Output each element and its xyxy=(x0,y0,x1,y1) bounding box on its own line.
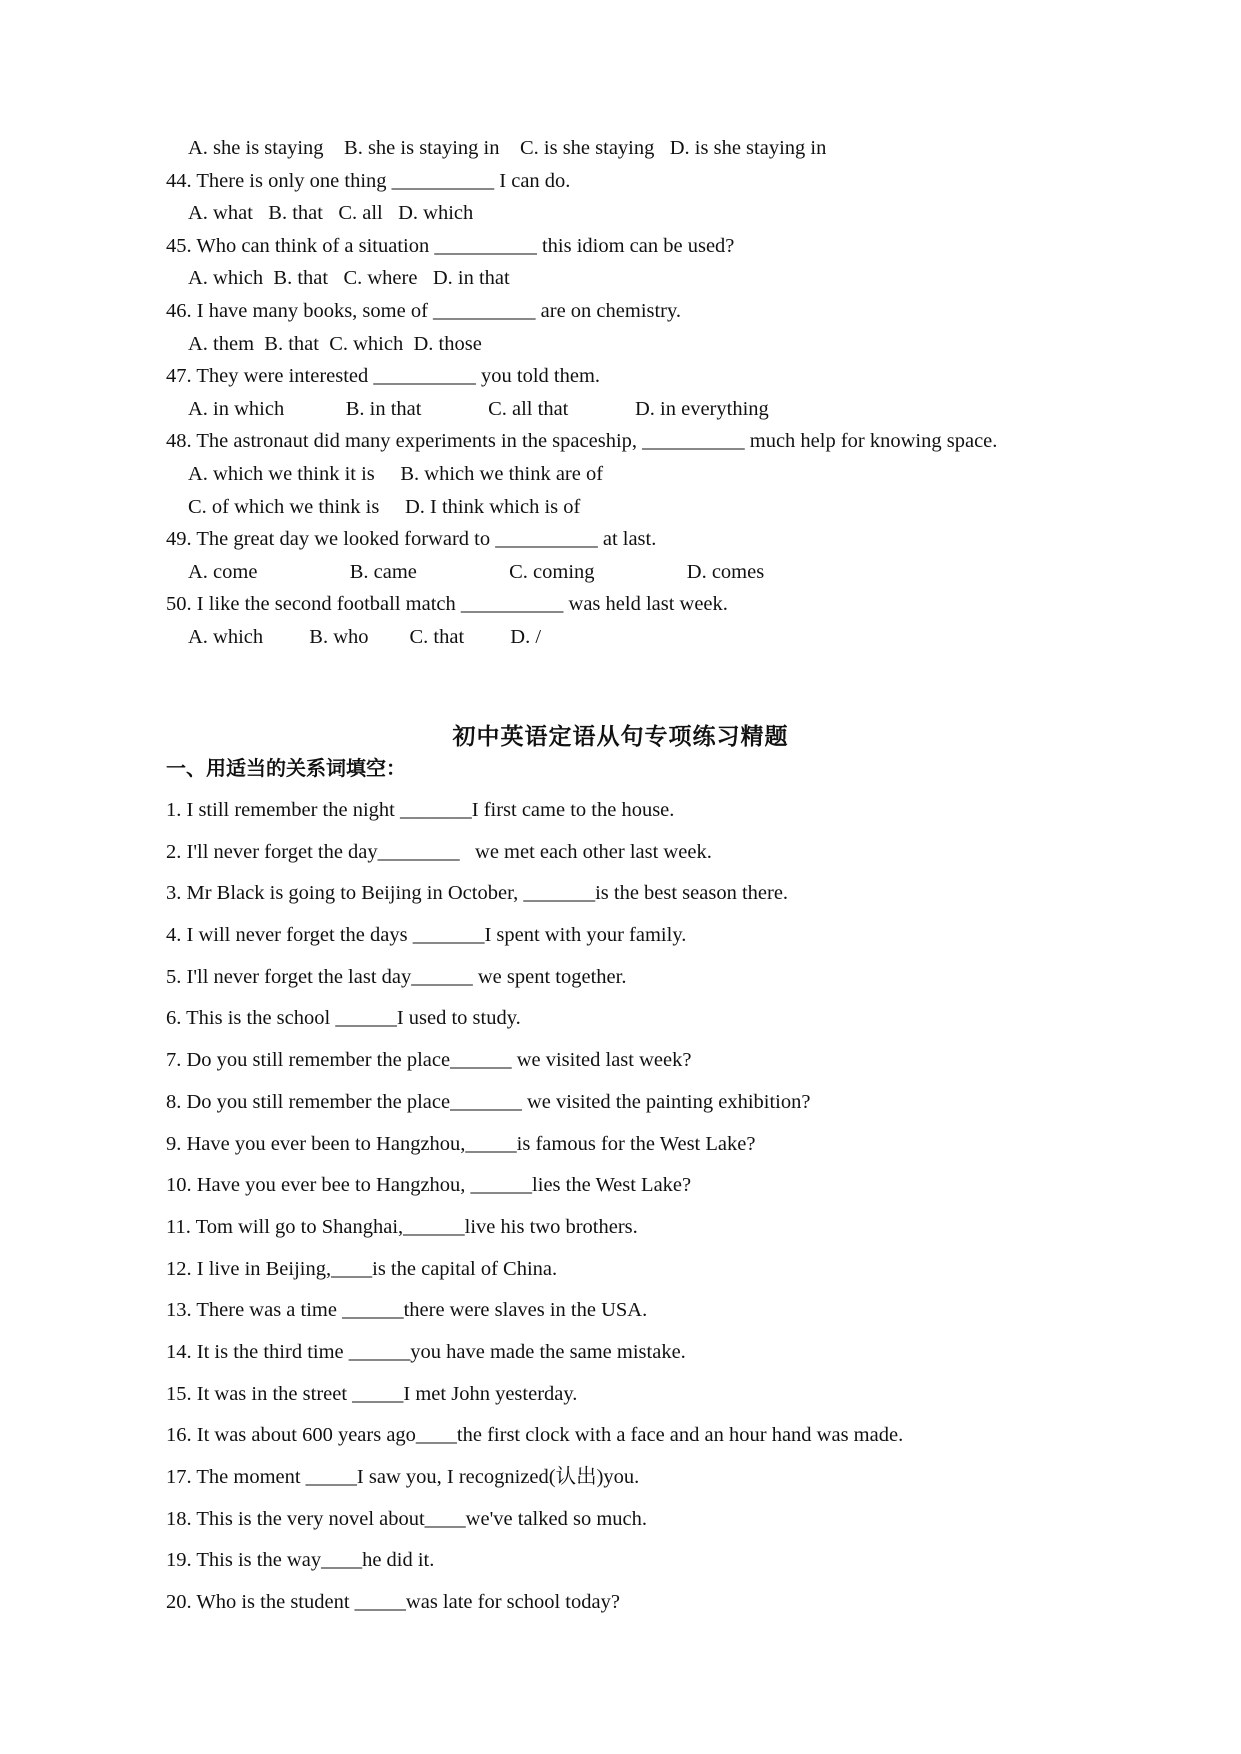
fill-item-3: 3. Mr Black is going to Beijing in October, _______is the best season there. xyxy=(166,882,789,905)
options-line-46: A. them B. that C. which D. those xyxy=(188,332,482,355)
fill-item-12: 12. I live in Beijing,____is the capital of China. xyxy=(166,1257,558,1280)
fill-item-5: 5. I'll never forget the last day______ we spent together. xyxy=(166,965,627,988)
section-heading: 一、用适当的关系词填空： xyxy=(166,756,406,780)
fill-item-7: 7. Do you still remember the place______ we visited last week? xyxy=(166,1049,692,1072)
fill-item-13: 13. There was a time ______there were slaves in the USA. xyxy=(166,1299,648,1322)
question-46: 46. I have many books, some of __________ are on chemistry. xyxy=(166,299,682,322)
fill-item-8: 8. Do you still remember the place_______ we visited the painting exhibition? xyxy=(166,1090,811,1113)
question-45: 45. Who can think of a situation __________ this idiom can be used? xyxy=(166,234,735,257)
question-44: 44. There is only one thing __________ I can do. xyxy=(166,169,571,192)
fill-item-4: 4. I will never forget the days _______I spent with your family. xyxy=(166,924,687,947)
fill-item-9: 9. Have you ever been to Hangzhou,_____is famous for the West Lake? xyxy=(166,1132,756,1155)
fill-item-6: 6. This is the school ______I used to study. xyxy=(166,1007,521,1030)
options-line-49: A. come B. came C. coming D. comes xyxy=(188,560,765,583)
fill-item-20: 20. Who is the student _____was late for school today? xyxy=(166,1591,620,1614)
fill-item-1: 1. I still remember the night _______I first came to the house. xyxy=(166,799,675,821)
fill-item-19: 19. This is the way____he did it. xyxy=(166,1549,435,1572)
question-48: 48. The astronaut did many experiments in the spaceship, __________ much help for knowing space. xyxy=(166,430,998,453)
fill-in-list xyxy=(166,790,1126,1624)
options-line-44: A. what B. that C. all D. which xyxy=(188,202,474,225)
fill-item-17: 17. The moment _____I saw you, I recognized(认出)you. xyxy=(166,1466,640,1488)
fill-item-11: 11. Tom will go to Shanghai,______live his two brothers. xyxy=(166,1215,638,1238)
fill-item-2: 2. I'll never forget the day________ we met each other last week. xyxy=(166,840,712,863)
fill-item-10: 10. Have you ever bee to Hangzhou, ______lies the West Lake? xyxy=(166,1174,692,1197)
options-line-50: A. which B. who C. that D. / xyxy=(188,625,542,648)
options-line-48b: C. of which we think is D. I think which is of xyxy=(188,495,581,518)
fill-item-16: 16. It was about 600 years ago____the first clock with a face and an hour hand was made. xyxy=(166,1424,904,1447)
options-line-48a: A. which we think it is B. which we think are of xyxy=(188,462,604,485)
fill-item-14: 14. It is the third time ______you have made the same mistake. xyxy=(166,1340,686,1363)
options-line-45: A. which B. that C. where D. in that xyxy=(188,267,510,290)
fill-item-18: 18. This is the very novel about____we've talked so much. xyxy=(166,1507,647,1530)
options-line-47: A. in which B. in that C. all that D. in everything xyxy=(188,397,769,420)
question-50: 50. I like the second football match __________ was held last week. xyxy=(166,593,728,616)
multiple-choice-block xyxy=(166,132,1126,654)
options-line-43: A. she is staying B. she is staying in C. is she staying D. is she staying in xyxy=(188,137,827,159)
question-47: 47. They were interested __________ you told them. xyxy=(166,365,601,388)
page-title: 初中英语定语从句专项练习精题 xyxy=(452,724,789,750)
fill-item-15: 15. It was in the street _____I met John yesterday. xyxy=(166,1382,578,1405)
question-49: 49. The great day we looked forward to __________ at last. xyxy=(166,528,657,551)
